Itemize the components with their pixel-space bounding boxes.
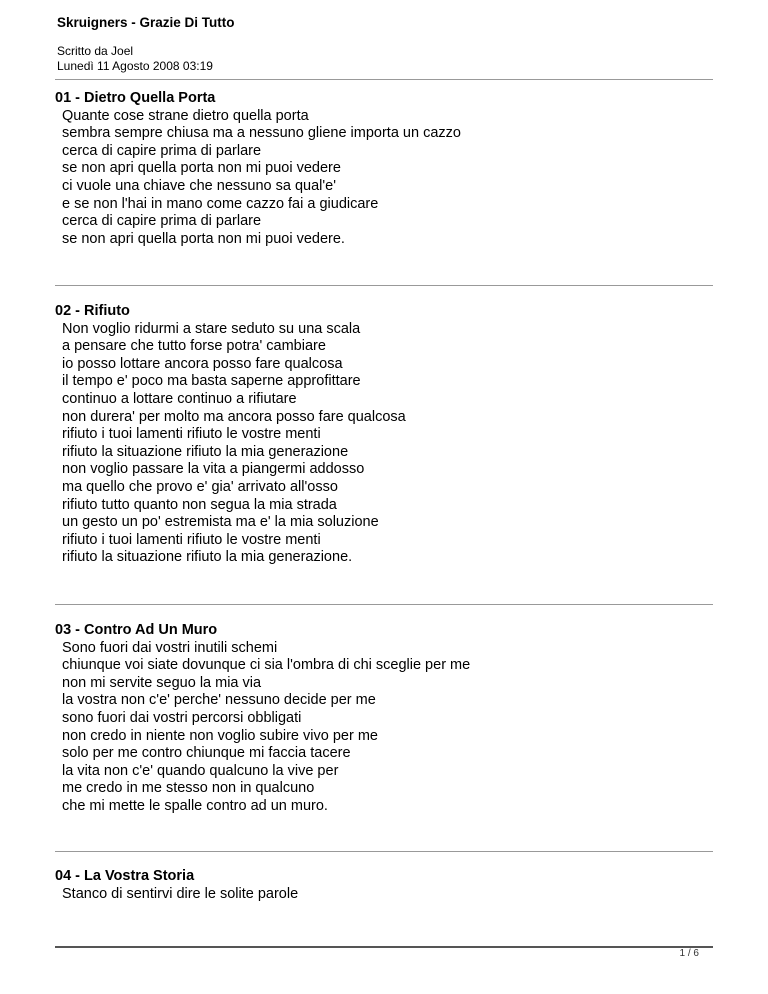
lyric-line: cerca di capire prima di parlare xyxy=(62,213,262,230)
header-divider xyxy=(55,79,713,80)
author-line: Scritto da Joel xyxy=(57,44,134,58)
lyric-line: solo per me contro chiunque mi faccia tacere xyxy=(62,745,351,762)
lyric-line: rifiuto i tuoi lamenti rifiuto le vostre menti xyxy=(62,426,321,443)
lyric-line: cerca di capire prima di parlare xyxy=(62,142,262,159)
article-meta xyxy=(57,44,213,74)
song-title: 02 - Rifiuto xyxy=(55,303,130,319)
song-title: 04 - La Vostra Storia xyxy=(55,868,195,884)
lyric-line: che mi mette le spalle contro ad un muro. xyxy=(62,797,328,814)
song-title: 03 - Contro Ad Un Muro xyxy=(55,622,218,638)
lyric-line: me credo in me stesso non in qualcuno xyxy=(62,780,315,797)
lyric-line: il tempo e' poco ma basta saperne approfittare xyxy=(62,373,361,390)
song-title: 01 - Dietro Quella Porta xyxy=(55,90,216,106)
lyric-line: non credo in niente non voglio subire vivo per me xyxy=(62,727,378,744)
lyric-line: rifiuto la situazione rifiuto la mia generazione xyxy=(62,443,349,460)
lyric-line: se non apri quella porta non mi puoi vedere. xyxy=(62,230,345,247)
song-section-4 xyxy=(55,868,715,903)
lyric-line: a pensare che tutto forse potra' cambiare xyxy=(62,338,326,355)
lyric-line: Quante cose strane dietro quella porta xyxy=(62,107,309,124)
lyric-line: Stanco di sentirvi dire le solite parole xyxy=(62,885,299,902)
lyric-line: rifiuto la situazione rifiuto la mia generazione. xyxy=(62,549,353,566)
lyric-line: la vostra non c'e' perche' nessuno decide per me xyxy=(62,692,376,709)
lyric-line: sono fuori dai vostri percorsi obbligati xyxy=(62,709,302,726)
lyric-line: un gesto un po' estremista ma e' la mia soluzione xyxy=(62,514,379,531)
lyric-line: rifiuto i tuoi lamenti rifiuto le vostre menti xyxy=(62,531,321,548)
lyric-line: chiunque voi siate dovunque ci sia l'ombra di chi sceglie per me xyxy=(62,657,471,674)
song-divider xyxy=(55,285,713,286)
song-section-2 xyxy=(55,303,715,567)
lyric-line: e se non l'hai in mano come cazzo fai a giudicare xyxy=(62,195,379,212)
lyric-line: rifiuto tutto quanto non segua la mia strada xyxy=(62,496,337,513)
footer-divider xyxy=(55,946,713,948)
lyric-line: continuo a lottare continuo a rifiutare xyxy=(62,390,297,407)
song-lyrics xyxy=(55,640,715,816)
lyric-line: Sono fuori dai vostri inutili schemi xyxy=(62,639,278,656)
lyric-line: non mi servite seguo la mia via xyxy=(62,674,262,691)
song-section-1 xyxy=(55,90,715,248)
lyric-line: se non apri quella porta non mi puoi vedere xyxy=(62,160,341,177)
lyric-line: non voglio passare la vita a piangermi addosso xyxy=(62,461,365,478)
lyric-line: sembra sempre chiusa ma a nessuno gliene importa un cazzo xyxy=(62,125,461,142)
page-number: 1 / 6 xyxy=(679,948,699,959)
lyric-line: la vita non c'e' quando qualcuno la vive per xyxy=(62,762,339,779)
song-lyrics xyxy=(55,321,715,567)
song-lyrics xyxy=(55,886,715,904)
song-divider xyxy=(55,851,713,852)
lyric-line: io posso lottare ancora posso fare qualcosa xyxy=(62,355,343,372)
lyric-line: non durera' per molto ma ancora posso fare qualcosa xyxy=(62,408,406,425)
document-title: Skruigners - Grazie Di Tutto xyxy=(57,15,235,30)
lyric-line: ma quello che provo e' gia' arrivato all'osso xyxy=(62,478,338,495)
lyric-line: ci vuole una chiave che nessuno sa qual'e' xyxy=(62,177,336,194)
song-section-3 xyxy=(55,622,715,816)
lyric-line: Non voglio ridurmi a stare seduto su una scala xyxy=(62,320,361,337)
date-line: Lunedì 11 Agosto 2008 03:19 xyxy=(57,59,213,73)
song-lyrics xyxy=(55,108,715,249)
song-divider xyxy=(55,604,713,605)
